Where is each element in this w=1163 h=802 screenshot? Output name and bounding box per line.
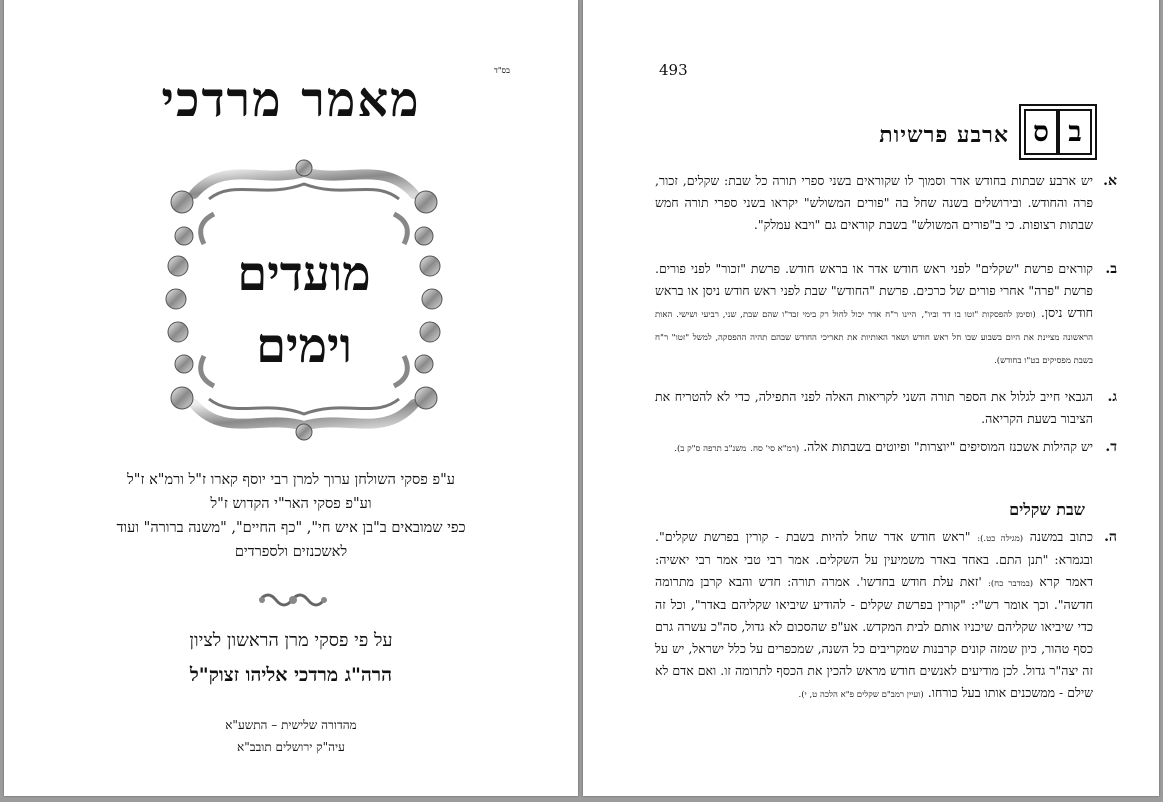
city-line: עיה"ק ירושלים תובב"א (237, 740, 345, 754)
section-bet (655, 258, 1117, 371)
section-he (655, 526, 1117, 705)
divider-ornament-icon (256, 590, 330, 610)
frame-title-line1: מועדים (237, 246, 371, 302)
subtitle-line: וע"פ פסקי האר"י הקדוש ז"ל (210, 496, 372, 512)
content-page (583, 0, 1159, 796)
section-alef (655, 170, 1117, 236)
frame-title-line2: וימים (256, 318, 352, 374)
section-note: (רמ"א סי' סח. (750, 444, 800, 454)
section-letter: ב. (1105, 261, 1117, 277)
author-line: הרה"ג מרדכי אליהו זצוק"ל (189, 664, 393, 686)
section-text: "ראש חודש אדר שחל להיות בשבת - קורין בפרשת שקלים". ובגמרא: "תנן התם. באחד באדר משמיעין על השקלים. אמר רבי טבי אמר רבי יאשיה: דאמר קרא (655, 529, 1093, 589)
siman-letter: ס (1024, 109, 1058, 155)
subtitle-line: ע"פ פסקי השולחן ערוך למרן רבי יוסף קארו ז"ל ורמ"א ז"ל (127, 472, 455, 488)
section-note: (ועיין רמב"ם שקלים פ"א הלכה ט, י). (798, 690, 924, 700)
section-text: קוראים פרשת "שקלים" לפני ראש חודש אדר או בראש חודש. פרשת "זכור" לפני פורים. פרשת "פרה" אחרי פורים של כרכים. פרשת "החודש" שבת לפני ראש חודש ניסן או בראש חודש ניסן. (655, 261, 1093, 320)
section-note: היינו ר"ח אדר יכול לחול רק בימי זבד"ו שהם שבת, שני, רביעי ושישי. האות הראשונה מציינת את היום בשבוע שבו חל ראש חודש ושאר האותיות את תאריכי החודש שבהם תהיה ההפסקה, למשל "זטו" ר"ח בשבת מפסיקים בט"ו בחודש). (655, 310, 1093, 366)
section-letter: ה. (1104, 529, 1117, 545)
siman-letter: ב (1058, 109, 1092, 155)
section-note: (מגילה כט.): (977, 534, 1024, 544)
section-letter: ד. (1105, 439, 1117, 455)
section-letter: ג. (1107, 389, 1117, 405)
book-title: מאמר מרדכי (161, 72, 421, 128)
section-gimel (655, 386, 1117, 430)
ornamental-frame (154, 154, 454, 444)
section-text: 'זאת עלת חודש בחדשו'. אמרה תורה: חדש והבא קרבן מתרומה חדשה". וכך אומר רש"י: "קורין בפרשת שקלים - להודיע שיביאו שקליהם באדר", וכל זה כדי שיביאו שקליהם שיכניו אותם לבית המקדש. אע"פ שהסכום לא גדול, סה"כ עשרה גרם כסף טהור, כיון שמזה קונים קרבנות שמקריבים כל השנה, שמכפרים על כלל ישראל, יש על זה יצה"ר גדול. לכן מודיעים לאנשים חודש מראש להכין את הכסף לתרומה זו. ואם אדם לא שילם - ממשכנים אותו בעל כורחו. (655, 574, 1093, 700)
section-note: (במדבר כח): (987, 579, 1034, 589)
section-text: יש ארבע שבתות בחודש אדר וסמוך לו שקוראים בשני ספרי תורה כל שבת: שקלים, זכור, פרה והחודש. ובירושלים בשנה שחל בה "פורים המשולש" יקראו בשני ספרי תורה חמש שבתות רצופות. כי ב"פורים המשולש" בשבת קוראים גם "ויבא עמלק". (655, 173, 1093, 232)
bsd-mark: בס"ד (494, 66, 510, 75)
section-dalet (655, 436, 1117, 459)
ruling-line: על פי פסקי מרן הראשון לציון (189, 630, 393, 651)
section-text: יש קהילות אשכנז המוסיפים "יוצרות" ופיוטים בשבתות אלה. (803, 439, 1093, 454)
chapter-title: ארבע פרשיות (879, 122, 1009, 148)
sub-heading: שבת שקלים (1009, 500, 1085, 519)
section-text: הגבאי חייב לגלול את הספר תורה השני לקריאות האלה לפני התפילה, כדי לא להטריח את הציבור בשעת הקריאה. (655, 389, 1093, 426)
subtitle-line: לאשכנזים ולספרדים (234, 544, 348, 560)
section-note: משנ"ב תרפה ס"ק ב). (674, 444, 747, 454)
edition-line: מהדורה שלישית – התשע"א (225, 718, 357, 732)
section-letter: א. (1103, 173, 1117, 189)
siman-box (1019, 104, 1097, 160)
page-number: 493 (659, 61, 688, 79)
section-text: כתוב במשנה (1029, 529, 1093, 544)
subtitle-block (44, 468, 538, 564)
section-note: (וסימן להפסקות "זטו בו דד וביו", (921, 310, 1036, 320)
subtitle-line: כפי שמובאים ב"בן איש חי", "כף החיים", "משנה ברורה" ועוד (116, 520, 466, 536)
title-page (4, 0, 578, 796)
